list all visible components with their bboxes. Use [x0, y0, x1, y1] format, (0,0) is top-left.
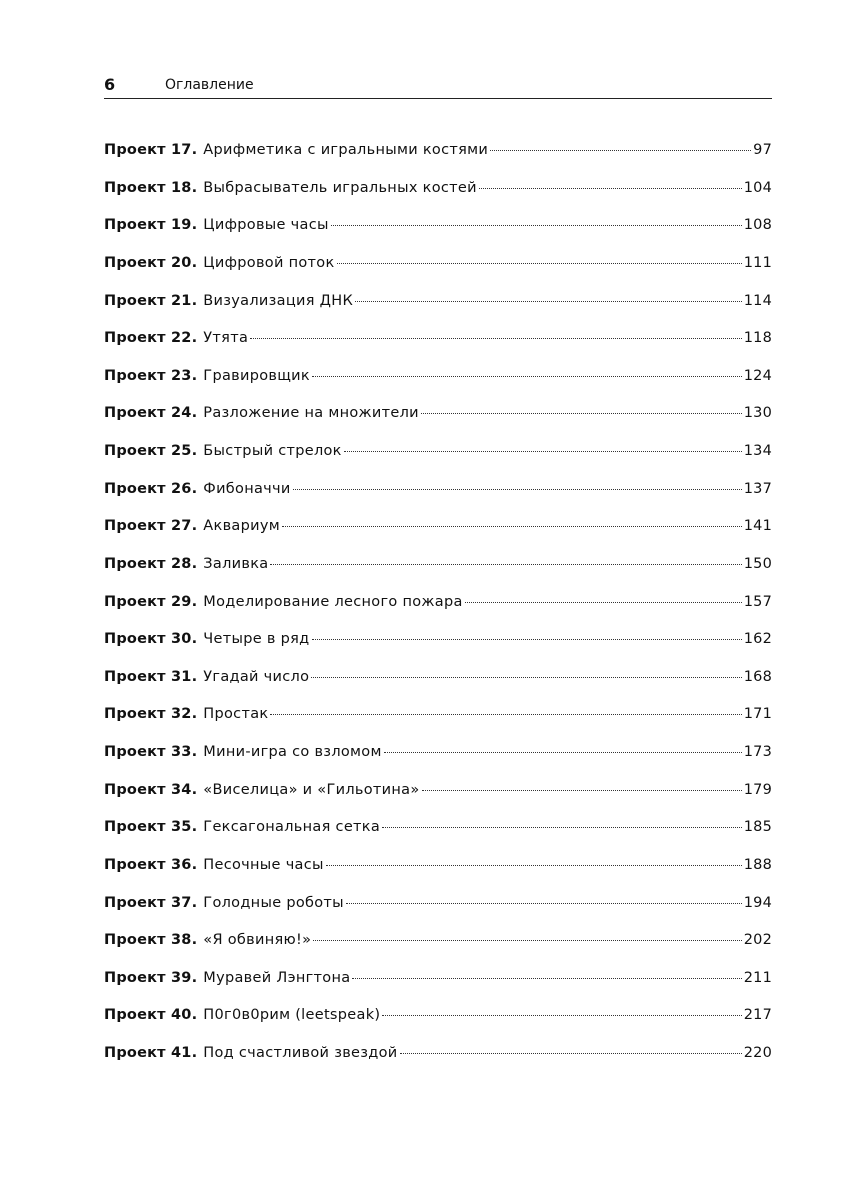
toc-entry[interactable] [104, 706, 772, 744]
toc-entry-page-number: 168 [743, 668, 772, 685]
toc-entry-label: Проект 30. [104, 631, 198, 648]
toc-entry-page-number: 188 [743, 856, 772, 873]
toc-entry[interactable] [104, 631, 772, 669]
dot-leader [293, 489, 742, 490]
toc-entry-page-number: 111 [743, 254, 772, 271]
dot-leader [311, 677, 741, 678]
toc-entry-page-number: 157 [743, 593, 772, 610]
toc-entry[interactable] [104, 594, 772, 632]
toc-entry-label: Проект 35. [104, 819, 198, 836]
toc-entry[interactable] [104, 293, 772, 331]
toc-entry[interactable] [104, 970, 772, 1008]
toc-entry-label: Проект 17. [104, 142, 198, 158]
toc-entry-page-number: 220 [743, 1045, 772, 1061]
dot-leader [421, 413, 742, 414]
toc-entry-title: Выбрасыватель игральных костей [203, 179, 477, 196]
toc-entry-page-number: 185 [743, 819, 772, 836]
toc-entry-label: Проект 24. [104, 405, 198, 422]
toc-entry[interactable] [104, 744, 772, 782]
toc-entry-page-number: 217 [743, 1007, 772, 1024]
toc-entry-title: Гравировщик [203, 367, 310, 384]
toc-entry[interactable] [104, 556, 772, 594]
toc-entry-page-number: 202 [743, 932, 772, 949]
toc-entry-title: Простак [203, 706, 269, 723]
toc-entry-title: Моделирование лесного пожара [203, 593, 463, 610]
toc-entry-page-number: 162 [743, 631, 772, 648]
toc-entry-page-number: 124 [743, 367, 772, 384]
dot-leader [490, 150, 751, 151]
toc-entry-title: Аквариум [203, 518, 280, 535]
dot-leader [270, 714, 741, 715]
toc-entry-page-number: 114 [743, 292, 772, 309]
toc-entry-title: «Я обвиняю!» [203, 932, 312, 949]
toc-entry-page-number: 141 [743, 518, 772, 535]
toc-entry-title: Визуализация ДНК [203, 292, 354, 309]
dot-leader [313, 940, 741, 941]
toc-entry-page-number: 118 [743, 330, 772, 347]
dot-leader [465, 602, 742, 603]
toc-entry-label: Проект 31. [104, 668, 198, 685]
toc-entry-label: Проект 23. [104, 367, 198, 384]
dot-leader [355, 301, 742, 302]
toc-entry-label: Проект 28. [104, 555, 198, 572]
toc-entry[interactable] [104, 405, 772, 443]
dot-leader [422, 790, 742, 791]
toc-entry-label: Проект 41. [104, 1045, 198, 1061]
toc-entry[interactable] [104, 443, 772, 481]
toc-entry[interactable] [104, 518, 772, 556]
toc-entry-page-number: 130 [743, 405, 772, 422]
dot-leader [400, 1053, 742, 1054]
toc-entry-title: Песочные часы [203, 856, 324, 873]
toc-entry-title: П0г0в0рим (leetspeak) [203, 1007, 381, 1024]
toc-entry-title: «Виселица» и «Гильотина» [203, 781, 420, 798]
toc-entry-page-number: 179 [743, 781, 772, 798]
toc-entry-title: Муравей Лэнгтона [203, 969, 351, 986]
toc-entry-page-number: 194 [743, 894, 772, 911]
dot-leader [270, 564, 741, 565]
toc-entry[interactable] [104, 255, 772, 293]
running-title: Оглавление [165, 77, 254, 93]
dot-leader [382, 827, 742, 828]
toc-entry-page-number: 150 [743, 555, 772, 572]
toc-entry-page-number: 211 [743, 969, 772, 986]
toc-entry-page-number: 97 [753, 142, 772, 158]
toc-entry-label: Проект 22. [104, 330, 198, 347]
table-of-contents [104, 142, 772, 1083]
toc-entry[interactable] [104, 857, 772, 895]
toc-entry[interactable] [104, 1007, 772, 1045]
toc-entry[interactable] [104, 1045, 772, 1083]
toc-entry-label: Проект 37. [104, 894, 198, 911]
toc-entry[interactable] [104, 368, 772, 406]
dot-leader [382, 1015, 741, 1016]
toc-entry-page-number: 173 [743, 744, 772, 760]
toc-entry-title: Фибоначчи [203, 480, 291, 497]
toc-entry-title: Утята [203, 330, 249, 347]
dot-leader [312, 639, 742, 640]
toc-entry-label: Проект 18. [104, 179, 198, 196]
toc-entry[interactable] [104, 782, 772, 820]
dot-leader [250, 338, 742, 339]
dot-leader [337, 263, 742, 264]
toc-entry-title: Цифровые часы [203, 217, 329, 234]
toc-entry-label: Проект 36. [104, 856, 198, 873]
toc-entry-title: Четыре в ряд [203, 631, 310, 648]
toc-entry-label: Проект 21. [104, 292, 198, 309]
dot-leader [326, 865, 742, 866]
page-number: 6 [104, 75, 116, 94]
toc-entry-title: Под счастливой звездой [203, 1045, 398, 1061]
toc-entry-title: Цифровой поток [203, 254, 335, 271]
toc-entry[interactable] [104, 142, 772, 180]
toc-entry-label: Проект 25. [104, 443, 198, 459]
toc-entry-title: Заливка [203, 555, 269, 572]
dot-leader [384, 752, 742, 753]
dot-leader [282, 526, 742, 527]
toc-entry[interactable] [104, 932, 772, 970]
toc-entry-label: Проект 20. [104, 254, 198, 271]
toc-entry-label: Проект 39. [104, 969, 198, 986]
toc-entry-label: Проект 33. [104, 744, 198, 760]
toc-entry[interactable] [104, 217, 772, 255]
toc-entry-title: Угадай число [203, 668, 310, 685]
toc-entry-label: Проект 40. [104, 1007, 198, 1024]
toc-entry-page-number: 108 [743, 217, 772, 234]
toc-entry-title: Голодные роботы [203, 894, 344, 911]
toc-entry-label: Проект 34. [104, 781, 198, 798]
toc-entry-label: Проект 32. [104, 706, 198, 723]
toc-entry-page-number: 137 [743, 480, 772, 497]
dot-leader [346, 903, 742, 904]
toc-entry-page-number: 134 [743, 443, 772, 459]
toc-entry[interactable] [104, 895, 772, 933]
toc-entry-label: Проект 26. [104, 480, 198, 497]
toc-entry[interactable] [104, 481, 772, 519]
toc-entry-label: Проект 19. [104, 217, 198, 234]
toc-entry-title: Мини-игра со взломом [203, 744, 382, 760]
toc-entry-label: Проект 38. [104, 932, 198, 949]
toc-entry[interactable] [104, 180, 772, 218]
toc-entry-label: Проект 29. [104, 593, 198, 610]
running-header [104, 72, 772, 99]
toc-entry-title: Разложение на множители [203, 405, 419, 422]
toc-entry-page-number: 104 [743, 179, 772, 196]
dot-leader [479, 188, 742, 189]
toc-entry-title: Гексагональная сетка [203, 819, 381, 836]
dot-leader [331, 225, 742, 226]
toc-entry[interactable] [104, 330, 772, 368]
toc-entry-title: Арифметика с игральными костями [203, 142, 489, 158]
toc-entry-title: Быстрый стрелок [203, 443, 342, 459]
toc-entry[interactable] [104, 819, 772, 857]
dot-leader [312, 376, 742, 377]
dot-leader [344, 451, 742, 452]
toc-entry-label: Проект 27. [104, 518, 198, 535]
toc-entry[interactable] [104, 669, 772, 707]
dot-leader [352, 978, 741, 979]
toc-entry-page-number: 171 [743, 706, 772, 723]
